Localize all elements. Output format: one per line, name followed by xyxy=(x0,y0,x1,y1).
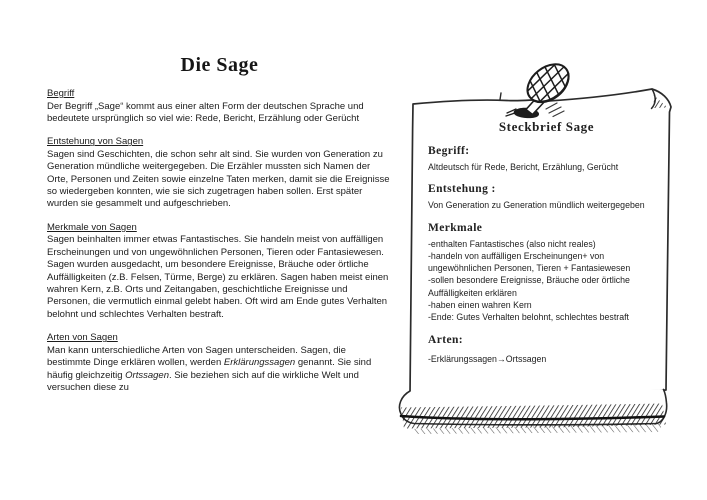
page-title: Die Sage xyxy=(180,54,259,76)
note-content xyxy=(428,119,665,365)
paragraph-part-italic: Erklärungssagen xyxy=(223,357,296,369)
note-line: ungewöhnlichen Personen, Tieren + Fantasiewesen xyxy=(428,263,631,274)
note-heading-begriff: Begriff: xyxy=(428,145,470,157)
note-line: Altdeutsch für Rede, Bericht, Erzählung, Gerücht xyxy=(428,162,619,172)
section-heading: Merkmale von Sagen xyxy=(47,221,137,233)
section-paragraph: Sagen beinhalten immer etwas Fantastisches. Sie handeln meist von auffälligen Erscheinungen und von ungewöhnlichen Personen, Tieren oder Fantasiewesen. Sagen wurden ausgedacht, um besondere Ereignisse, Bräuche oder örtliche Auffälligkeiten (z.B. Felsen, Türme, Berge) zu erklären. Sagen haben meist einen wahren Kern, z.B. Orts und Zeitangaben, geschichtliche Ereignisse und Personen, die vermutlich einmal gelebt haben. Oft wird am Ende gutes Verhalten belohnt und schlechtes Verhalten bestraft. xyxy=(47,234,389,320)
paragraph-part-italic: Ortssagen xyxy=(125,369,169,381)
scroll-roll xyxy=(399,390,666,435)
section-entstehung xyxy=(47,136,392,211)
paragraph-part: . Sie beziehen sich auf die wirkliche Welt und versuchen diese zu xyxy=(47,369,359,393)
note-line: Von Generation zu Generation mündlich weitergegeben xyxy=(428,200,645,211)
paragraph-part: Man kann unterschiedliche Arten von Sagen unterscheiden. Sagen, die bestimmte Dinge erklären wollen, werden xyxy=(47,344,346,369)
note-heading-entstehung: Entstehung : xyxy=(428,183,496,196)
note-line: -haben einen wahren Kern xyxy=(428,300,532,311)
section-merkmale xyxy=(47,222,392,321)
section-paragraph xyxy=(47,345,392,395)
section-paragraph: Der Begriff „Sage“ kommt aus einer alten Form der deutschen Sprache und bedeutete ursprünglich so viel wie: Rede, Bericht, Erzählung oder Gerücht xyxy=(47,100,364,124)
section-heading: Begriff xyxy=(47,88,75,99)
section-arten xyxy=(47,332,392,394)
section-heading: Entstehung von Sagen xyxy=(47,136,144,148)
note-heading-merkmale: Merkmale xyxy=(428,221,483,234)
section-paragraph: Sagen sind Geschichten, die schon sehr alt sind. Sie wurden von Generation zu Generation mündliche weitergegeben. Die Erzähler mussten sich Namen der Orte, Personen und Zeiten sowie einzelne Taten merken, damit sie die Ereignisse so wiedergeben konnten, wie sie sich zugetragen haben sollen. Erst später wurden sie gesammelt und aufgeschrieben. xyxy=(47,148,390,210)
note-title: Steckbrief Sage xyxy=(498,119,595,134)
note-line: -handeln von auffälligen Erscheinungen+ von xyxy=(428,250,605,261)
steckbrief-note xyxy=(395,55,685,450)
note-heading-arten: Arten: xyxy=(428,333,463,346)
note-line: -Ende: Gutes Verhalten belohnt, schlechtes bestraft xyxy=(428,312,629,323)
note-line: Auffälligkeiten erklären xyxy=(428,287,517,298)
paragraph-part: genannt. Sie sind häufig gleichzeitig xyxy=(47,357,372,381)
document-column xyxy=(47,54,392,394)
note-line: -enthalten Fantastisches (also nicht reales) xyxy=(428,238,596,249)
note-line: -Erklärungssagen→Ortssagen xyxy=(428,353,547,364)
section-heading: Arten von Sagen xyxy=(47,332,118,344)
note-line: -sollen besondere Ereignisse, Bräuche oder örtliche xyxy=(428,275,630,286)
section-begriff xyxy=(47,88,392,125)
